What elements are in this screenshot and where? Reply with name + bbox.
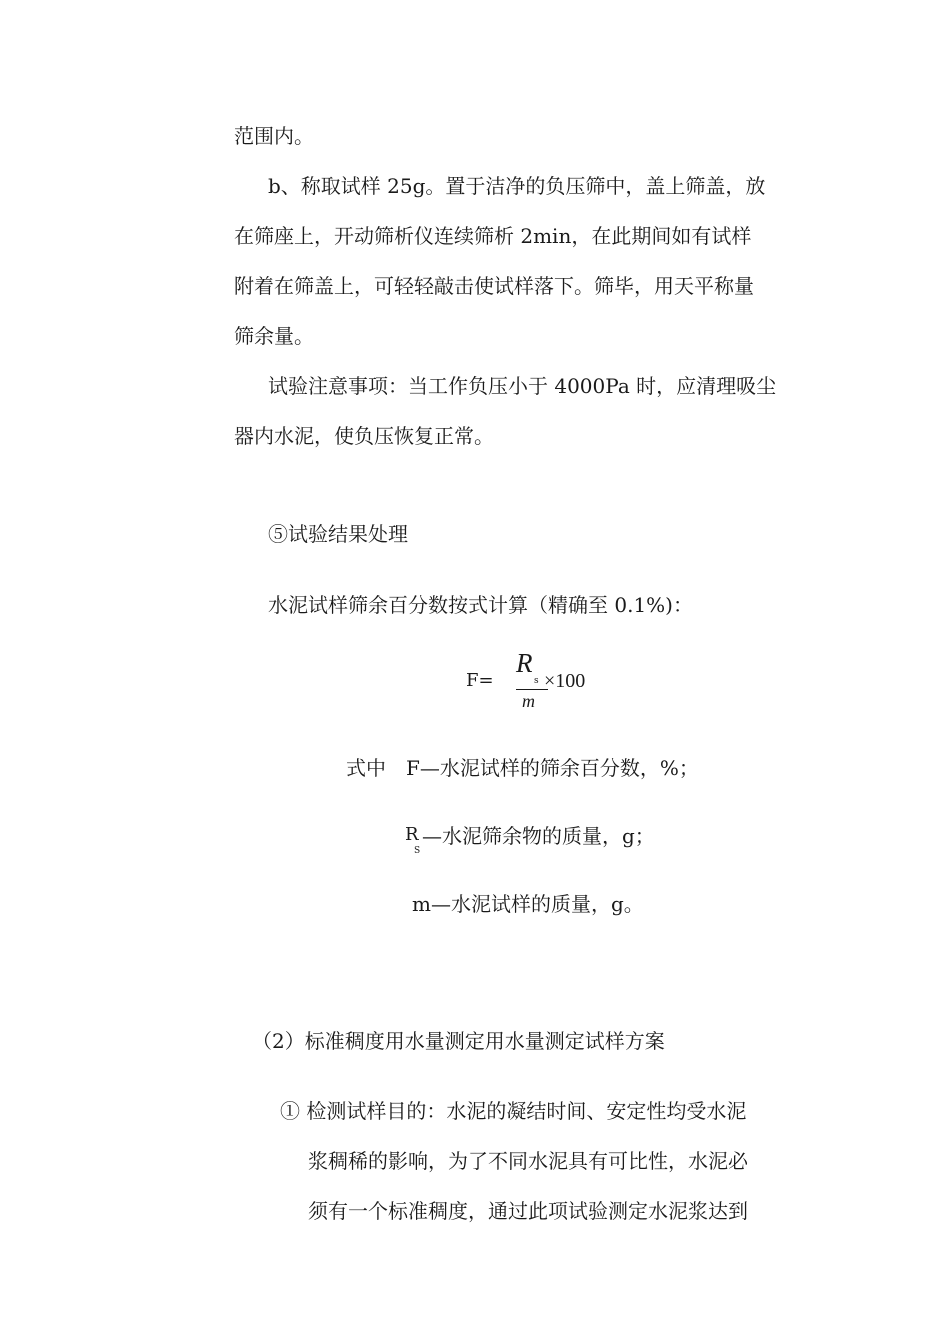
formula-rhs: ×100 (544, 670, 586, 692)
rs-symbol: R (405, 824, 419, 845)
definition-m: m—水泥试样的质量，g。 (412, 892, 644, 916)
rs-subscript: S (414, 846, 421, 856)
formula-denominator: m (522, 691, 535, 711)
formula-subscript: s (534, 676, 539, 686)
section2-line: ① 检测试样目的：水泥的凝结时间、安定性均受水泥 (280, 1099, 747, 1123)
paragraph-line: 器内水泥，使负压恢复正常。 (234, 424, 494, 448)
paragraph-line: 附着在筛盖上，可轻轻敲击使试样落下。筛毕，用天平称量 (234, 274, 754, 298)
section2-line: 浆稠稀的影响，为了不同水泥具有可比性，水泥必 (308, 1149, 748, 1173)
section-heading: ⑤试验结果处理 (268, 522, 408, 546)
paragraph-line: 范围内。 (234, 124, 314, 148)
definition-rs: —水泥筛余物的质量，g； (422, 824, 655, 848)
paragraph-line: 水泥试样筛余百分数按式计算（精确至 0.1%)： (268, 593, 693, 617)
paragraph-line: 在筛座上，开动筛析仪连续筛析 2min，在此期间如有试样 (234, 224, 752, 248)
section2-heading: （2）标准稠度用水量测定用水量测定试样方案 (252, 1029, 665, 1053)
sieve-residue-formula (466, 648, 626, 728)
paragraph-line: 试验注意事项：当工作负压小于 4000Pa 时，应清理吸尘 (268, 374, 777, 398)
formula-numerator: R (516, 648, 533, 678)
paragraph-line: b、称取试样 25g。置于洁净的负压筛中，盖上筛盖，放 (268, 174, 766, 198)
paragraph-line: 筛余量。 (234, 324, 314, 348)
definition-f: 式中 F—水泥试样的筛余百分数，%； (346, 756, 699, 780)
formula-lhs: F= (466, 670, 494, 691)
section2-line: 须有一个标准稠度，通过此项试验测定水泥浆达到 (308, 1199, 748, 1223)
